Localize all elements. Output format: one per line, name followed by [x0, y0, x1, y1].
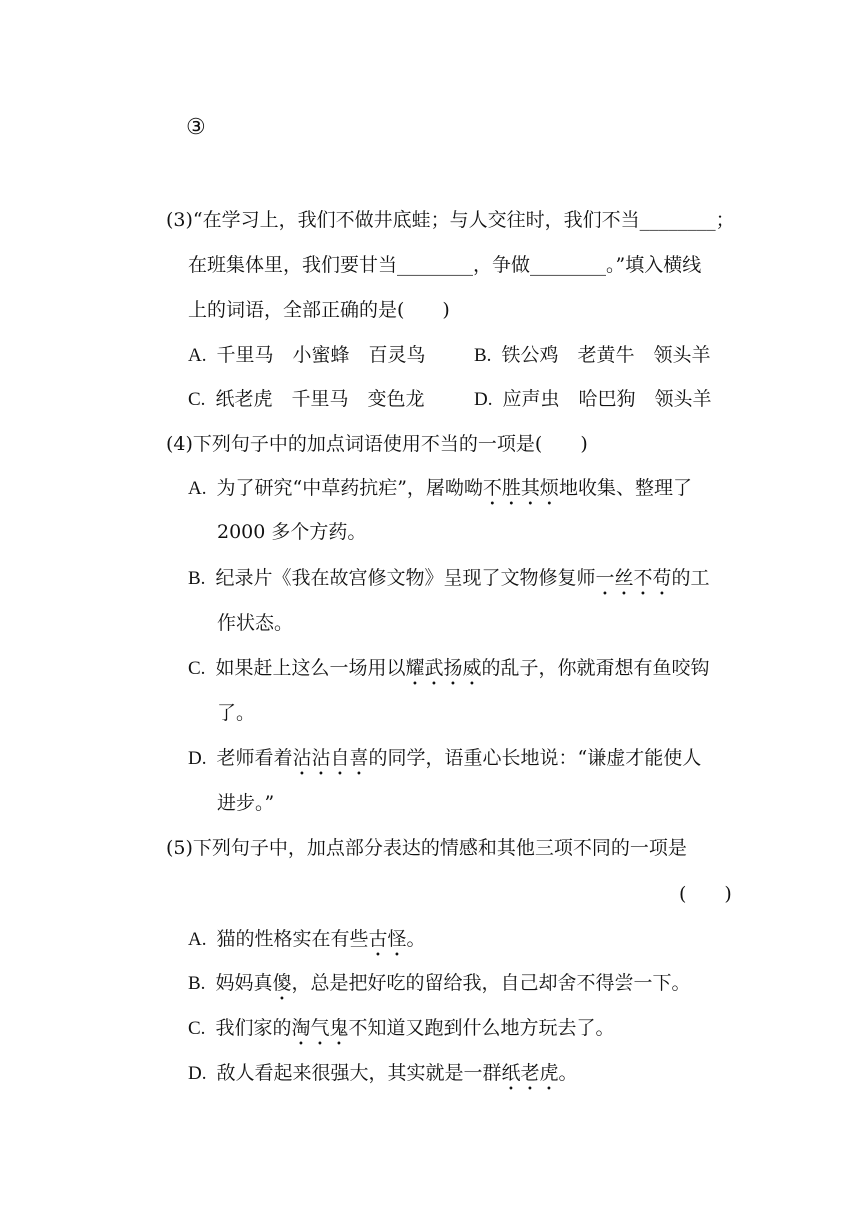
option-text-post: 的乱子，你就甭想有鱼咬钩 — [481, 657, 710, 679]
dotted-phrase: 淘气鬼 — [291, 1017, 349, 1039]
q4-option-b-continued: 作状态。 — [217, 612, 294, 634]
dotted-phrase: 古怪 — [368, 928, 407, 950]
q5-option-b — [188, 971, 690, 1005]
option-text-pre: 老师看着 — [216, 747, 293, 769]
q3-stem-line2: 在班集体里，我们要甘当________，争做________。”填入横线 — [188, 254, 702, 276]
option-letter: A. — [188, 345, 207, 366]
q4-option-a-continued: 2000 多个方药。 — [217, 521, 367, 543]
option-text: 应声虫 哈巴狗 领头羊 — [502, 388, 712, 410]
option-text-post: 。 — [406, 928, 426, 950]
option-text-pre: 纪录片《我在故宫修文物》呈现了文物修复师 — [215, 567, 596, 589]
q3-stem-line3: 上的词语，全部正确的是( ) — [188, 299, 450, 321]
option-letter: D. — [188, 1063, 207, 1084]
q4-stem: (4)下列句子中的加点词语使用不当的一项是( ) — [166, 433, 588, 455]
dotted-phrase: 一丝不苟 — [595, 567, 672, 589]
q5-option-a — [188, 927, 426, 961]
option-text: 纸老虎 千里马 变色龙 — [215, 388, 425, 410]
q3-stem-line1: (3)“在学习上，我们不做井底蛙；与人交往时，我们不当________； — [166, 209, 735, 231]
q4-option-b — [188, 566, 709, 600]
option-text-pre: 妈妈真 — [215, 972, 273, 994]
option-letter: B. — [188, 973, 206, 994]
dotted-phrase: 不胜其烦 — [482, 477, 559, 499]
circled-item-number: ③ — [186, 115, 206, 140]
option-letter: A. — [188, 929, 207, 950]
q3-option-c — [188, 387, 424, 412]
option-letter: C. — [188, 389, 206, 410]
q4-option-d-continued: 进步。” — [217, 792, 275, 814]
option-text-post: 的工 — [671, 567, 710, 589]
option-text: 铁公鸡 老黄牛 领头羊 — [501, 344, 711, 366]
option-letter: D. — [188, 748, 207, 769]
option-text-pre: 如果赶上这么一场用以 — [215, 657, 406, 679]
dotted-phrase: 傻 — [272, 972, 292, 994]
q3-option-a — [188, 343, 426, 368]
option-text-pre: 为了研究“中草药抗疟”，屠呦呦 — [216, 477, 483, 499]
dotted-phrase: 纸老虎 — [501, 1062, 559, 1084]
option-letter: B. — [474, 345, 492, 366]
q5-answer-bracket: ( ) — [679, 883, 732, 905]
q5-option-c — [188, 1016, 614, 1050]
q5-stem: (5)下列句子中，加点部分表达的情感和其他三项不同的一项是 — [166, 837, 687, 859]
option-letter: C. — [188, 658, 206, 679]
q4-option-d — [188, 746, 701, 780]
option-text-pre: 敌人看起来很强大，其实就是一群 — [216, 1062, 502, 1084]
q3-option-b — [474, 343, 710, 368]
dotted-phrase: 沾沾自喜 — [292, 747, 369, 769]
option-text-post: 。 — [558, 1062, 578, 1084]
q5-option-d — [188, 1061, 578, 1095]
option-letter: D. — [474, 389, 493, 410]
q4-option-c — [188, 656, 709, 690]
option-text-post: 地收集、整理了 — [558, 477, 692, 499]
dotted-phrase: 耀武扬威 — [405, 657, 482, 679]
option-text-pre: 我们家的 — [215, 1017, 292, 1039]
option-letter: B. — [188, 568, 206, 589]
option-text-pre: 猫的性格实在有些 — [216, 928, 369, 950]
option-text-post: ，总是把好吃的留给我，自己却舍不得尝一下。 — [291, 972, 691, 994]
option-text-post: 不知道又跑到什么地方玩去了。 — [348, 1017, 615, 1039]
q4-option-c-continued: 了。 — [217, 702, 256, 724]
q3-option-d — [474, 387, 712, 412]
option-text-post: 的同学，语重心长地说：“谦虚才能使人 — [368, 747, 702, 769]
q4-option-a — [188, 476, 692, 510]
option-text: 千里马 小蜜蜂 百灵鸟 — [216, 344, 426, 366]
option-letter: C. — [188, 1018, 206, 1039]
option-letter: A. — [188, 478, 207, 499]
